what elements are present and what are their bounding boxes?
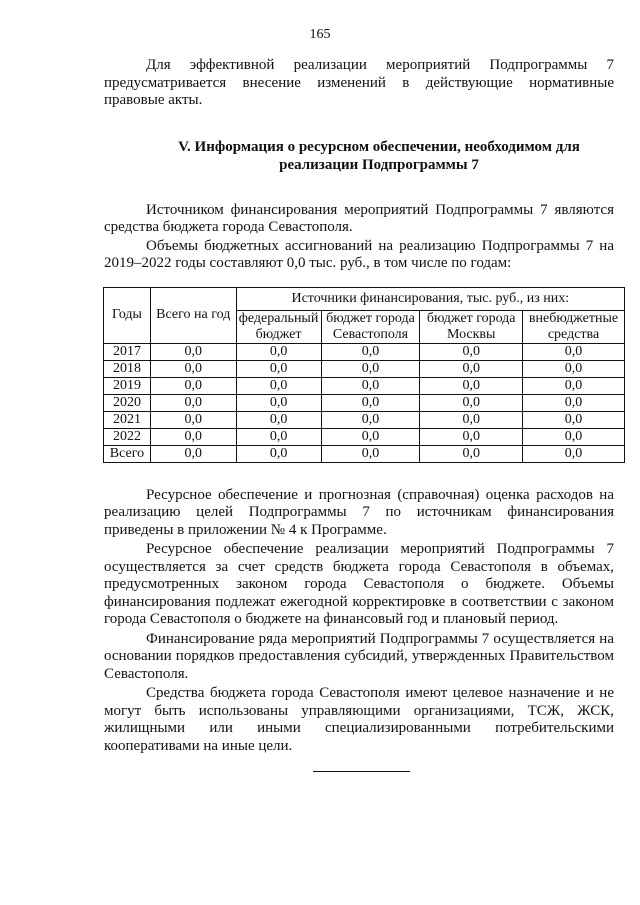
table-row xyxy=(104,343,625,360)
table-row xyxy=(104,428,625,445)
cell-year: 2021 xyxy=(104,411,151,428)
cell-sevastopol: 0,0 xyxy=(321,394,420,411)
cell-offbudget: 0,0 xyxy=(523,394,625,411)
cell-federal: 0,0 xyxy=(236,377,321,394)
cell-federal: 0,0 xyxy=(236,411,321,428)
table-row xyxy=(104,360,625,377)
header-sources-group: Источники финансирования, тыс. руб., из них: xyxy=(236,287,624,310)
cell-year: 2019 xyxy=(104,377,151,394)
cell-federal: 0,0 xyxy=(236,394,321,411)
cell-sevastopol: 0,0 xyxy=(321,360,420,377)
cell-sevastopol: 0,0 xyxy=(321,445,420,462)
cell-total: 0,0 xyxy=(150,343,236,360)
table-row xyxy=(104,411,625,428)
paragraph-sources: Источником финансирования мероприятий Подпрограммы 7 являются средства бюджета города Севастополя. xyxy=(104,201,614,235)
cell-offbudget: 0,0 xyxy=(523,360,625,377)
table-row xyxy=(104,377,625,394)
cell-offbudget: 0,0 xyxy=(523,445,625,462)
header-sevastopol: бюджет города Севастополя xyxy=(321,310,420,343)
paragraph-budget: Ресурсное обеспечение реализации мероприятий Подпрограммы 7 осуществляется за счет средств бюджета города Севастополя в объемах, предусмотренных законом города Севастополя о бюджете. Объемы финансирования подлежат ежегодной корректировке в соответствии с законом города Севастополя о бюджете на финансовый год и плановый период. xyxy=(104,541,614,627)
cell-moscow: 0,0 xyxy=(420,445,523,462)
cell-total: 0,0 xyxy=(150,428,236,445)
cell-offbudget: 0,0 xyxy=(523,428,625,445)
cell-year: 2022 xyxy=(104,428,151,445)
cell-offbudget: 0,0 xyxy=(523,343,625,360)
cell-federal: 0,0 xyxy=(236,445,321,462)
cell-federal: 0,0 xyxy=(236,343,321,360)
financing-table xyxy=(103,287,625,463)
table-row xyxy=(104,394,625,411)
end-divider-line xyxy=(313,771,410,772)
cell-sevastopol: 0,0 xyxy=(321,411,420,428)
section-title xyxy=(104,138,614,174)
cell-offbudget: 0,0 xyxy=(523,411,625,428)
page-number: 165 xyxy=(309,27,331,42)
paragraph-purpose: Средства бюджета города Севастополя имеют целевое назначение и не могут быть использованы управляющими организациями, ТСЖ, ЖСК, жилищными или иными специализированными потребительскими кооперативами на иные цели. xyxy=(104,685,614,754)
cell-year: Всего xyxy=(104,445,151,462)
header-offbudget: внебюджетные средства xyxy=(523,310,625,343)
section-title-line-1: V. Информация о ресурсном обеспечении, необходимом для xyxy=(178,138,580,155)
header-federal: федеральный бюджет xyxy=(236,310,321,343)
cell-total: 0,0 xyxy=(150,377,236,394)
cell-moscow: 0,0 xyxy=(420,411,523,428)
cell-year: 2017 xyxy=(104,343,151,360)
paragraph-volumes: Объемы бюджетных ассигнований на реализацию Подпрограммы 7 на 2019–2022 годы составляют 0,0 тыс. руб., в том числе по годам: xyxy=(104,237,614,271)
cell-moscow: 0,0 xyxy=(420,343,523,360)
cell-moscow: 0,0 xyxy=(420,394,523,411)
cell-sevastopol: 0,0 xyxy=(321,343,420,360)
header-total: Всего на год xyxy=(150,287,236,343)
cell-total: 0,0 xyxy=(150,360,236,377)
cell-federal: 0,0 xyxy=(236,360,321,377)
section-title-line-2: реализации Подпрограммы 7 xyxy=(279,156,479,173)
paragraph-intro: Для эффективной реализации мероприятий Подпрограммы 7 предусматривается внесение изменений в действующие нормативные правовые акты. xyxy=(104,57,614,108)
cell-moscow: 0,0 xyxy=(420,428,523,445)
cell-sevastopol: 0,0 xyxy=(321,377,420,394)
cell-total: 0,0 xyxy=(150,445,236,462)
cell-year: 2018 xyxy=(104,360,151,377)
header-years: Годы xyxy=(104,287,151,343)
cell-federal: 0,0 xyxy=(236,428,321,445)
table-row-total xyxy=(104,445,625,462)
cell-moscow: 0,0 xyxy=(420,377,523,394)
paragraph-subsidies: Финансирование ряда мероприятий Подпрограммы 7 осуществляется на основании порядков предоставления субсидий, утвержденных Правительством Севастополя. xyxy=(104,630,614,682)
cell-total: 0,0 xyxy=(150,394,236,411)
paragraph-resource: Ресурсное обеспечение и прогнозная (справочная) оценка расходов на реализацию целей Подпрограммы 7 по источникам финансирования приведены в приложении № 4 к Программе. xyxy=(104,486,614,538)
cell-moscow: 0,0 xyxy=(420,360,523,377)
cell-total: 0,0 xyxy=(150,411,236,428)
cell-offbudget: 0,0 xyxy=(523,377,625,394)
document-body xyxy=(104,57,619,755)
header-moscow: бюджет города Москвы xyxy=(420,310,523,343)
cell-sevastopol: 0,0 xyxy=(321,428,420,445)
cell-year: 2020 xyxy=(104,394,151,411)
